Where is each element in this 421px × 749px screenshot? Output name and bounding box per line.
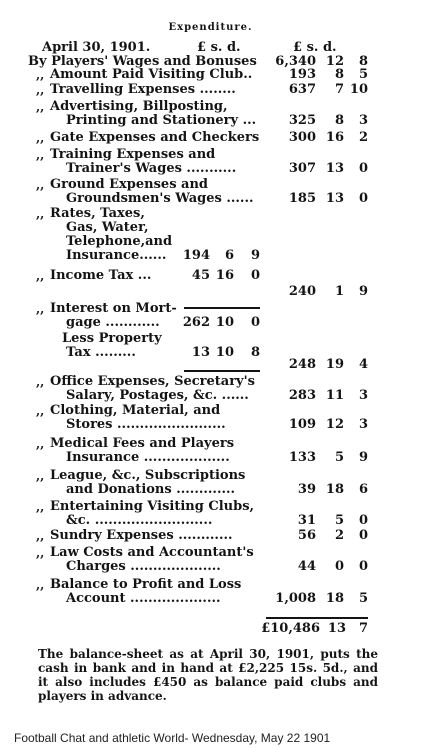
total-pence: 0 bbox=[358, 191, 368, 206]
total-pence: 5 bbox=[358, 67, 368, 82]
sub-pence: 8 bbox=[250, 345, 260, 360]
total-pounds: 248 bbox=[288, 357, 316, 372]
total-shillings: 12 bbox=[325, 54, 344, 69]
total-shillings: 16 bbox=[325, 130, 344, 145]
ditto-mark: ,, bbox=[36, 500, 45, 514]
ledger-line bbox=[0, 148, 421, 162]
total-pence: 9 bbox=[358, 284, 368, 299]
ditto-mark: ,, bbox=[36, 269, 45, 283]
total-shillings: 5 bbox=[334, 450, 344, 465]
subtotal-rule-2 bbox=[184, 370, 260, 372]
total-shillings: 18 bbox=[325, 591, 344, 606]
ditto-mark: ,, bbox=[36, 131, 45, 145]
entry-description: Amount Paid Visiting Club.. bbox=[50, 67, 253, 82]
total-shillings: 8 bbox=[334, 113, 344, 128]
total-pounds: 193 bbox=[288, 67, 316, 82]
ledger-line bbox=[0, 560, 421, 574]
total-pence: 4 bbox=[358, 357, 368, 372]
total-pounds: 325 bbox=[288, 113, 316, 128]
ditto-mark: ,, bbox=[36, 100, 45, 114]
entry-description: &c. .......................... bbox=[66, 513, 213, 528]
ledger-line bbox=[0, 285, 421, 299]
total-pence: 10 bbox=[349, 82, 368, 97]
sub-pence: 0 bbox=[250, 268, 260, 283]
entry-description: Law Costs and Accountant's bbox=[50, 545, 254, 560]
total-shillings: 13 bbox=[325, 191, 344, 206]
ditto-mark: ,, bbox=[36, 148, 45, 162]
entry-description: Groundsmen's Wages ...... bbox=[66, 191, 254, 206]
total-pounds: 44 bbox=[297, 559, 316, 574]
total-pounds: 637 bbox=[288, 82, 316, 97]
total-shillings: 13 bbox=[325, 161, 344, 176]
source-caption: Football Chat and athletic World- Wednesday, May 22 1901 bbox=[14, 731, 331, 745]
total-pounds: 1,008 bbox=[275, 591, 316, 606]
section-title: Expenditure. bbox=[168, 22, 253, 33]
total-shillings: 19 bbox=[325, 357, 344, 372]
total-pounds: 133 bbox=[288, 450, 316, 465]
ledger-line bbox=[0, 404, 421, 418]
entry-description: Rates, Taxes, bbox=[50, 206, 145, 221]
total-pounds: 240 bbox=[288, 284, 316, 299]
grand-total-shillings: 13 bbox=[327, 621, 346, 636]
ledger-line bbox=[0, 316, 421, 330]
entry-description: Office Expenses, Secretary's bbox=[50, 374, 255, 389]
entry-description: Less Property bbox=[62, 331, 162, 346]
entry-description: Entertaining Visiting Clubs, bbox=[50, 499, 255, 514]
ledger-line bbox=[0, 500, 421, 514]
entry-description: Income Tax ... bbox=[50, 268, 152, 283]
ledger-line bbox=[0, 332, 421, 346]
total-pounds: 185 bbox=[288, 191, 316, 206]
ditto-mark: ,, bbox=[36, 302, 45, 316]
ledger-line bbox=[0, 100, 421, 114]
entry-description: By Players' Wages and Bonuses bbox=[28, 54, 257, 69]
sub-pounds: 13 bbox=[191, 345, 210, 360]
total-pence: 2 bbox=[358, 130, 368, 145]
ditto-mark: ,, bbox=[36, 437, 45, 451]
entry-description: Interest on Mort- bbox=[50, 301, 177, 316]
entry-description: Insurance ................... bbox=[66, 450, 230, 465]
sub-pounds: 262 bbox=[182, 315, 210, 330]
entry-description: Training Expenses and bbox=[50, 147, 216, 162]
ledger-line bbox=[0, 131, 421, 145]
entry-description: Balance to Profit and Loss bbox=[50, 577, 242, 592]
subtotal-rule-1 bbox=[184, 307, 260, 309]
ledger-line bbox=[0, 418, 421, 432]
total-pounds: 6,340 bbox=[275, 54, 316, 69]
total-pence: 5 bbox=[358, 591, 368, 606]
sub-shillings: 6 bbox=[224, 248, 234, 263]
entry-description: gage ............ bbox=[66, 315, 160, 330]
ledger-line bbox=[0, 178, 421, 192]
total-currency-heading: £ s. d. bbox=[293, 40, 337, 55]
total-pounds: 39 bbox=[297, 482, 316, 497]
total-shillings: 12 bbox=[325, 417, 344, 432]
ledger-date: April 30, 1901. bbox=[42, 40, 151, 55]
ledger-line bbox=[0, 114, 421, 128]
total-pence: 3 bbox=[358, 388, 368, 403]
total-shillings: 5 bbox=[334, 513, 344, 528]
total-shillings: 1 bbox=[334, 284, 344, 299]
footnote-paragraph: The balance-sheet as at April 30, 1901, puts the cash in bank and in hand at £2,225 15s. 5d., and it also includes £450 as balance paid clubs and players in advance. bbox=[38, 647, 378, 703]
ledger-line bbox=[0, 592, 421, 606]
ledger-line bbox=[0, 437, 421, 451]
sub-pence: 0 bbox=[250, 315, 260, 330]
entry-description: Advertising, Billposting, bbox=[50, 99, 228, 114]
entry-description: and Donations ............. bbox=[66, 482, 236, 497]
sub-pence: 9 bbox=[250, 248, 260, 263]
entry-description: League, &c., Subscriptions bbox=[50, 468, 246, 483]
total-pence: 3 bbox=[358, 417, 368, 432]
ditto-mark: ,, bbox=[36, 83, 45, 97]
total-pence: 8 bbox=[358, 54, 368, 69]
entry-description: Printing and Stationery ... bbox=[66, 113, 257, 128]
entry-description: Insurance...... bbox=[66, 248, 167, 263]
ditto-mark: ,, bbox=[36, 578, 45, 592]
ditto-mark: ,, bbox=[36, 404, 45, 418]
sub-shillings: 10 bbox=[215, 345, 234, 360]
entry-description: Salary, Postages, &c. ...... bbox=[66, 388, 249, 403]
ledger-line bbox=[0, 578, 421, 592]
ledger-line bbox=[0, 389, 421, 403]
total-pounds: 31 bbox=[297, 513, 316, 528]
total-pence: 0 bbox=[358, 528, 368, 543]
ledger-line bbox=[0, 162, 421, 176]
entry-description: Trainer's Wages ........... bbox=[66, 161, 237, 176]
total-pounds: 300 bbox=[288, 130, 316, 145]
total-pence: 9 bbox=[358, 450, 368, 465]
entry-description: Gate Expenses and Checkers bbox=[50, 130, 260, 145]
total-shillings: 11 bbox=[325, 388, 344, 403]
entry-description: Travelling Expenses ........ bbox=[50, 82, 236, 97]
sub-shillings: 16 bbox=[215, 268, 234, 283]
sub-currency-heading: £ s. d. bbox=[197, 40, 241, 55]
ledger-line bbox=[0, 302, 421, 316]
ledger-line bbox=[0, 192, 421, 206]
total-pounds: 109 bbox=[288, 417, 316, 432]
entry-description: Gas, Water, bbox=[66, 220, 149, 235]
total-pence: 0 bbox=[358, 161, 368, 176]
sub-shillings: 10 bbox=[215, 315, 234, 330]
grand-total-rule bbox=[266, 617, 368, 619]
ledger-heading bbox=[42, 40, 372, 54]
entry-description: Charges .................... bbox=[66, 559, 221, 574]
entry-description: Ground Expenses and bbox=[50, 177, 209, 192]
total-pence: 0 bbox=[358, 559, 368, 574]
ledger-line bbox=[0, 249, 421, 263]
ledger-line bbox=[0, 514, 421, 528]
entry-description: Account .................... bbox=[66, 591, 221, 606]
ledger-line bbox=[0, 68, 421, 82]
ditto-mark: ,, bbox=[36, 546, 45, 560]
total-shillings: 0 bbox=[334, 559, 344, 574]
ledger-line bbox=[0, 529, 421, 543]
ledger-line bbox=[0, 83, 421, 97]
ditto-mark: ,, bbox=[36, 68, 45, 82]
ditto-mark: ,, bbox=[36, 207, 45, 221]
entry-description: Sundry Expenses ............ bbox=[50, 528, 233, 543]
ledger-line bbox=[0, 235, 421, 249]
grand-total-row bbox=[0, 622, 421, 636]
entry-description: Telephone,and bbox=[66, 234, 173, 249]
ledger-line bbox=[0, 269, 421, 283]
grand-total-pounds: £10,486 bbox=[261, 621, 320, 636]
ledger-line bbox=[0, 483, 421, 497]
ledger-line bbox=[0, 451, 421, 465]
total-shillings: 8 bbox=[334, 67, 344, 82]
sub-pounds: 45 bbox=[191, 268, 210, 283]
total-pounds: 56 bbox=[297, 528, 316, 543]
ditto-mark: ,, bbox=[36, 529, 45, 543]
entry-description: Stores ........................ bbox=[66, 417, 226, 432]
sub-pounds: 194 bbox=[182, 248, 210, 263]
total-pence: 6 bbox=[358, 482, 368, 497]
total-pence: 3 bbox=[358, 113, 368, 128]
total-pounds: 307 bbox=[288, 161, 316, 176]
ledger-line bbox=[0, 207, 421, 221]
ditto-mark: ,, bbox=[36, 178, 45, 192]
ledger-line bbox=[0, 546, 421, 560]
ditto-mark: ,, bbox=[36, 375, 45, 389]
ledger-line bbox=[0, 375, 421, 389]
total-shillings: 7 bbox=[334, 82, 344, 97]
total-shillings: 2 bbox=[334, 528, 344, 543]
entry-description: Clothing, Material, and bbox=[50, 403, 221, 418]
entry-description: Medical Fees and Players bbox=[50, 436, 235, 451]
ditto-mark: ,, bbox=[36, 469, 45, 483]
grand-total-pence: 7 bbox=[358, 621, 368, 636]
entry-description: Tax ......... bbox=[66, 345, 136, 360]
ledger-line bbox=[0, 221, 421, 235]
total-pounds: 283 bbox=[288, 388, 316, 403]
total-shillings: 18 bbox=[325, 482, 344, 497]
total-pence: 0 bbox=[358, 513, 368, 528]
ledger-line bbox=[0, 469, 421, 483]
